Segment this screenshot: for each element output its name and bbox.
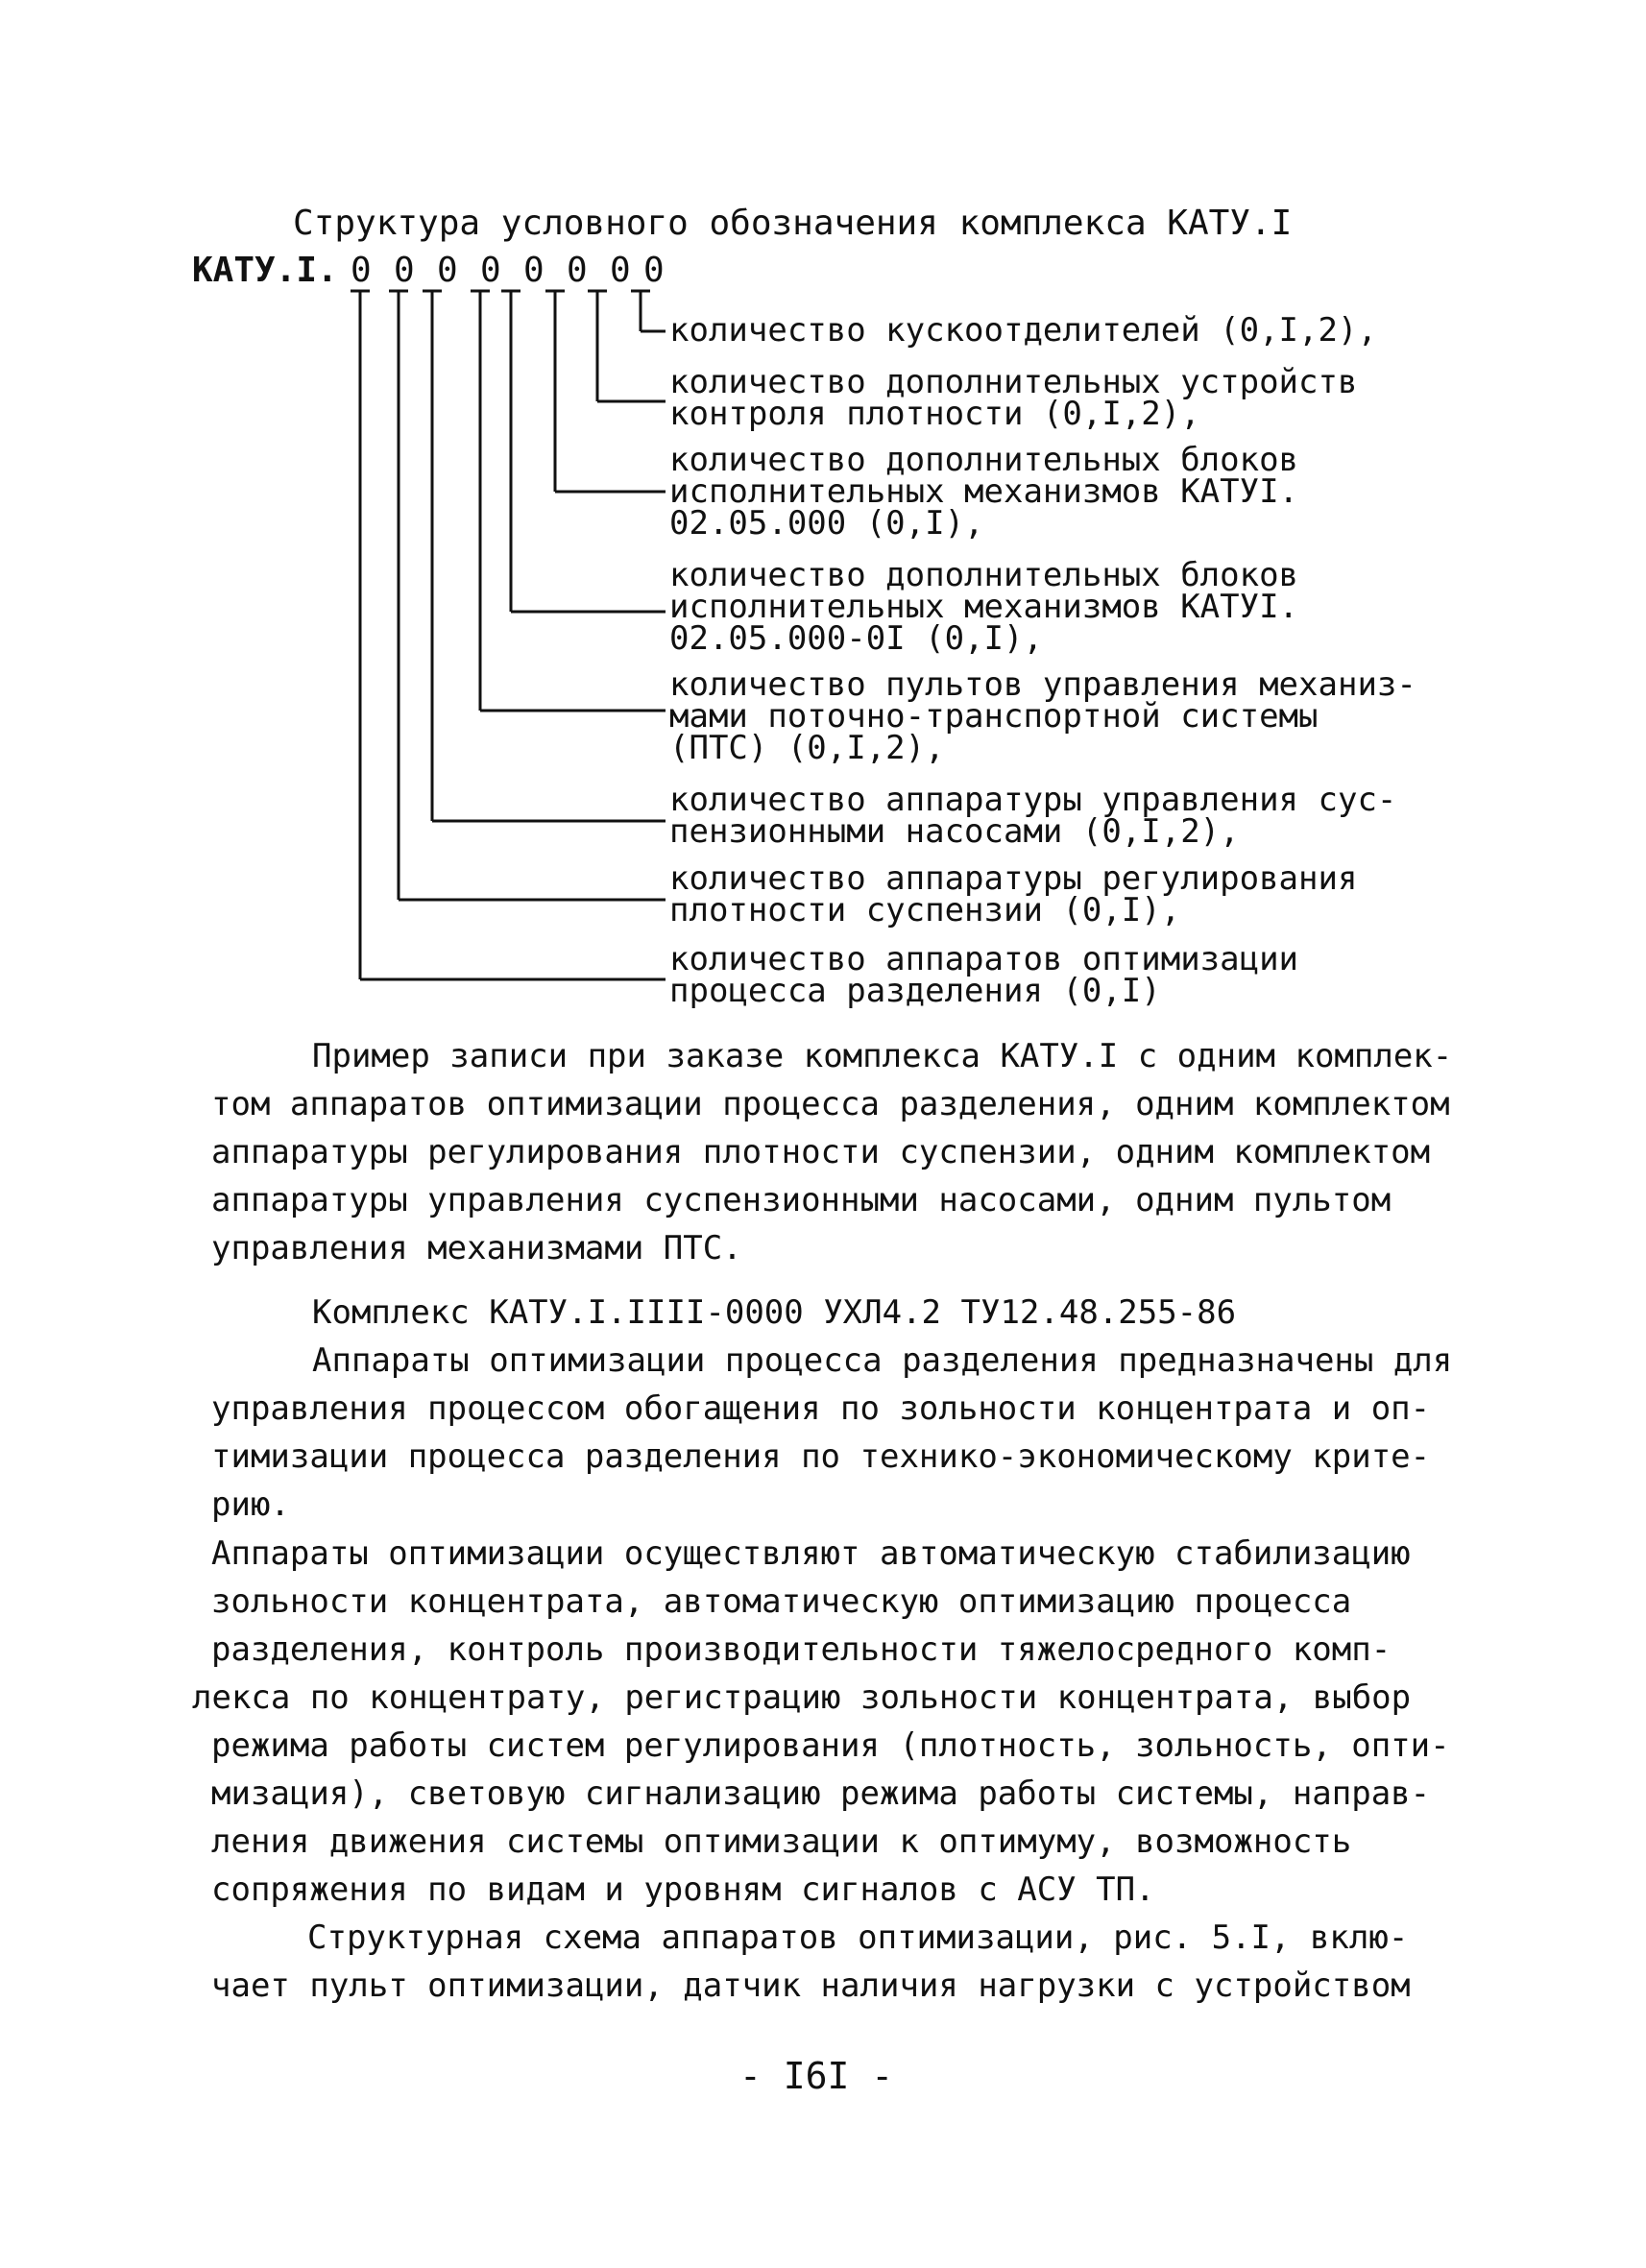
paragraph-line: лекса по концентрату, регистрацию зольности концентрата, выбор [192, 1678, 1412, 1717]
paragraph-line: ления движения системы оптимизации к оптимуму, возможность [211, 1822, 1352, 1861]
paragraph-line: сопряжения по видам и уровням сигналов с АСУ ТП. [211, 1870, 1155, 1909]
paragraph-line: управления механизмами ПТС. [211, 1229, 742, 1267]
paragraph-line: рию. [211, 1485, 290, 1524]
item-line: 02.05.000-0I (0,I), [669, 619, 1043, 658]
paragraph-line: зольности концентрата, автоматическую оптимизацию процесса [211, 1582, 1352, 1621]
functions-paragraph [192, 1530, 1450, 1914]
item-line: исполнительных механизмов КАТУI. [669, 472, 1299, 511]
item-kuskootdeliteli [669, 311, 1377, 350]
paragraph-line: Аппараты оптимизации процесса разделения предназначены для [312, 1341, 1453, 1380]
paragraph-line: разделения, контроль производительности тяжелосредного комп- [211, 1630, 1392, 1669]
designation-example: Комплекс КАТУ.I.IIII-0000 УХЛ4.2 ТУ12.48.255-86 [312, 1293, 1237, 1332]
code-digit: 0 [480, 251, 501, 290]
structure-paragraph [211, 1914, 1411, 2010]
code-digit: 0 [351, 251, 372, 290]
item-pts-control-panels [669, 665, 1416, 767]
code-digit: 0 [437, 251, 458, 290]
paragraph-line: управления процессом обогащения по зольности концентрата и оп- [211, 1389, 1431, 1428]
example-paragraph [211, 1032, 1452, 1272]
item-line: (ПТС) (0,I,2), [669, 729, 945, 767]
code-digit: 0 [643, 251, 665, 290]
structure-heading: Структура условного обозначения комплекса КАТУ.I [293, 204, 1293, 243]
item-line: количество дополнительных устройств [669, 363, 1358, 401]
code-digit: 0 [610, 251, 631, 290]
item-line: контроля плотности (0,I,2), [669, 395, 1200, 433]
item-line: исполнительных механизмов КАТУI. [669, 588, 1299, 626]
item-optimization-apparatus [669, 940, 1299, 1010]
paragraph-line: Структурная схема аппаратов оптимизации, рис. 5.I, вклю- [307, 1918, 1409, 1957]
item-line: количество дополнительных блоков [669, 556, 1299, 594]
paragraph-line: аппаратуры управления суспензионными насосами, одним пультом [211, 1181, 1392, 1219]
paragraph-line: том аппаратов оптимизации процесса разделения, одним комплектом [211, 1085, 1450, 1123]
item-line: количество кускоотделителей (0,I,2), [669, 311, 1377, 350]
purpose-paragraph [211, 1337, 1452, 1529]
item-actuator-blocks-1 [669, 441, 1299, 543]
paragraph-line: Аппараты оптимизации осуществляют автоматическую стабилизацию [211, 1534, 1411, 1573]
item-line: мами поточно-транспортной системы [669, 697, 1319, 736]
item-pump-control-equipment [669, 781, 1397, 851]
code-digit: 0 [523, 251, 545, 290]
item-line: процесса разделения (0,I) [669, 972, 1161, 1010]
paragraph-line: режима работы систем регулирования (плотность, зольность, опти- [211, 1726, 1450, 1765]
paragraph-line: тимизации процесса разделения по технико-экономическому крите- [211, 1437, 1431, 1476]
item-line: количество дополнительных блоков [669, 441, 1299, 479]
item-line: количество аппаратов оптимизации [669, 940, 1299, 978]
item-density-regulation-equipment [669, 859, 1358, 929]
item-density-control-devices [669, 363, 1358, 433]
item-line: количество пультов управления механиз- [669, 665, 1416, 704]
code-digit: 0 [394, 251, 415, 290]
item-line: плотности суспензии (0,I), [669, 891, 1181, 929]
paragraph-line: мизация), световую сигнализацию режима работы системы, направ- [211, 1774, 1431, 1813]
item-line: количество аппаратуры управления сус- [669, 781, 1397, 819]
paragraph-line: чает пульт оптимизации, датчик наличия нагрузки с устройством [211, 1966, 1411, 2005]
item-actuator-blocks-2 [669, 556, 1299, 658]
item-line: 02.05.000 (0,I), [669, 504, 984, 543]
item-line: пензионными насосами (0,I,2), [669, 812, 1240, 851]
paragraph-line: Пример записи при заказе комплекса КАТУ.I с одним комплек- [312, 1037, 1453, 1075]
code-prefix: КАТУ.I. [192, 251, 338, 290]
page-number: - I6I - [739, 2055, 894, 2097]
item-line: количество аппаратуры регулирования [669, 859, 1358, 898]
code-digit: 0 [567, 251, 588, 290]
paragraph-line: аппаратуры регулирования плотности суспензии, одним комплектом [211, 1133, 1431, 1171]
